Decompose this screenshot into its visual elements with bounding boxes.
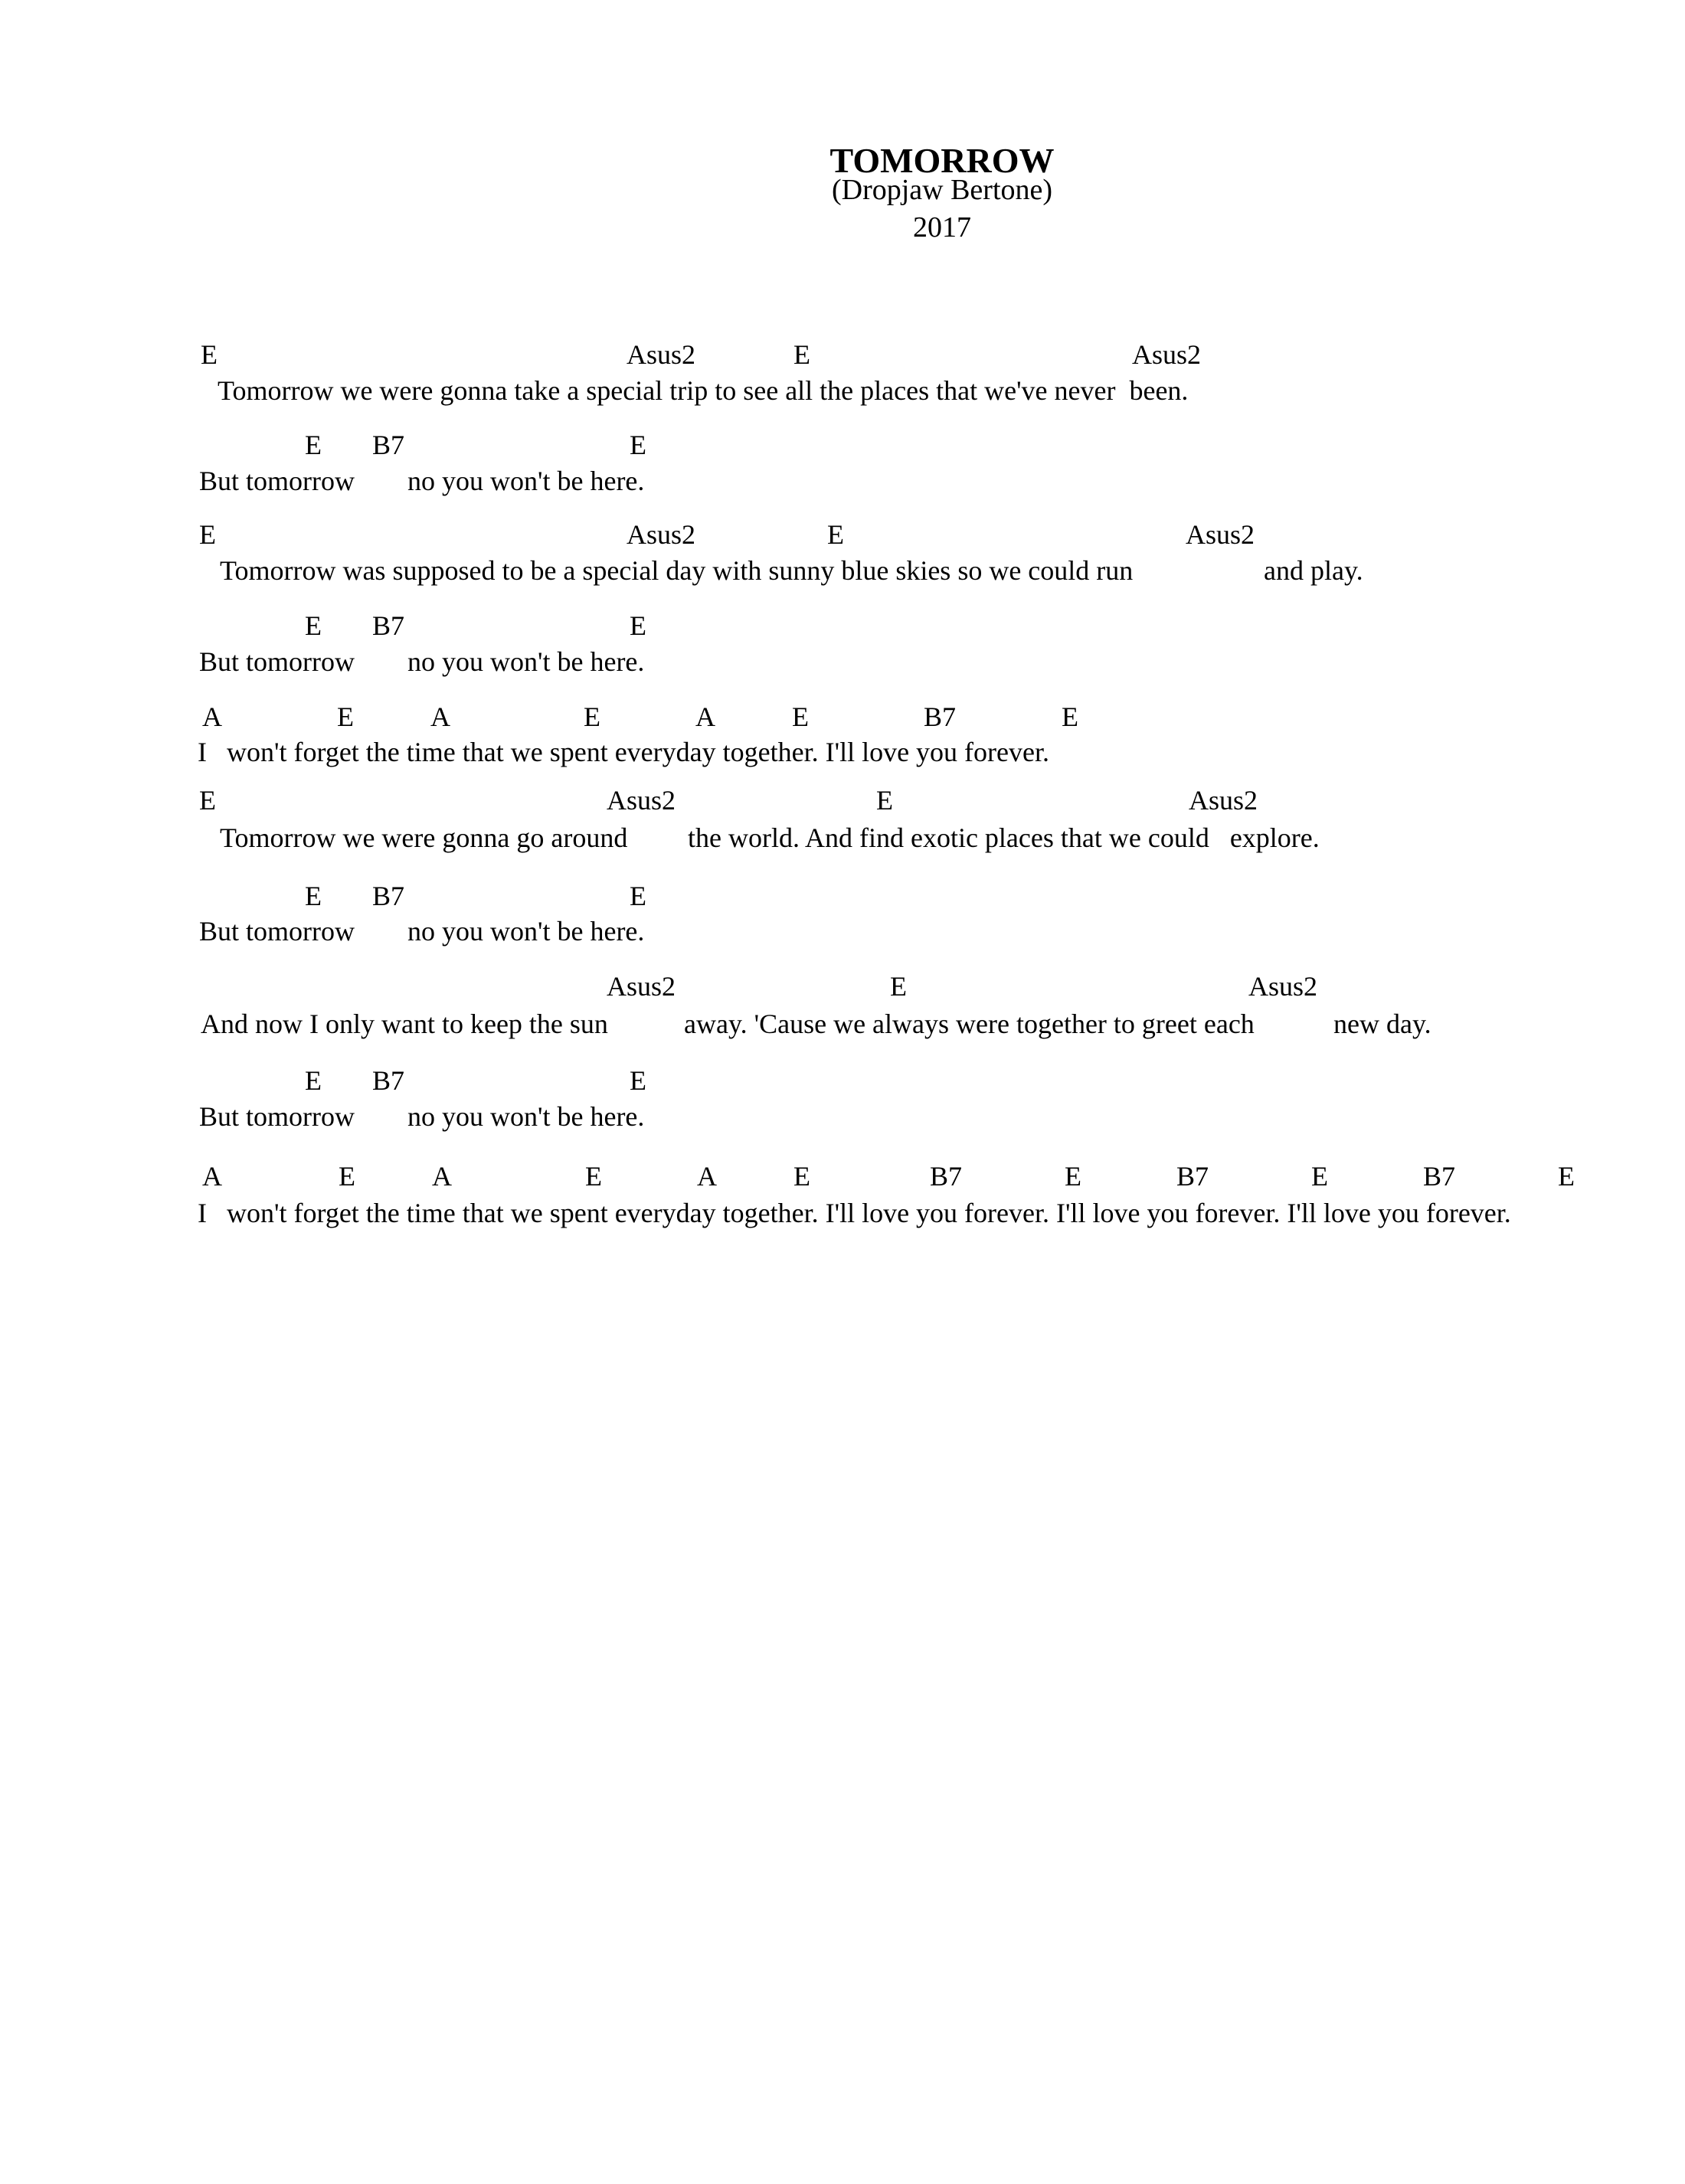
lyric-segment: and play. [1264, 555, 1363, 586]
lyric-segment: Tomorrow we were gonna go around [220, 822, 628, 853]
chord-label: E [305, 430, 322, 460]
chord-label: E [630, 881, 646, 911]
chord-label: A [202, 701, 222, 732]
lyric-segment: won't forget the time that we spent everyday together. I'll love you forever. [227, 737, 1049, 767]
lyric-segment: Tomorrow we were gonna take a special trip to see all the places that we've never been. [218, 375, 1189, 406]
chord-label: E [585, 1161, 602, 1192]
chord-label: E [305, 881, 322, 911]
chord-label: E [876, 785, 893, 816]
lyric-segment: the world. And find exotic places that we could explore. [688, 822, 1320, 853]
chord-label: B7 [1423, 1161, 1456, 1192]
chord-label: E [584, 701, 600, 732]
chord-label: E [199, 519, 216, 550]
chord-label: E [1062, 701, 1078, 732]
chord-label: E [1558, 1161, 1575, 1192]
lyric-segment: I [198, 737, 207, 767]
chord-label: A [430, 701, 450, 732]
chord-label: E [1065, 1161, 1081, 1192]
chord-label: E [793, 1161, 810, 1192]
chord-label: E [827, 519, 844, 550]
chord-label: B7 [372, 881, 405, 911]
song-year: 2017 [913, 211, 971, 244]
chord-label: Asus2 [607, 971, 676, 1002]
lyric-segment: Tomorrow was supposed to be a special day with sunny blue skies so we could run [220, 555, 1134, 586]
chord-label: Asus2 [1132, 339, 1202, 370]
chord-label: Asus2 [607, 785, 676, 816]
lyric-segment: no you won't be here. [407, 916, 645, 947]
lyric-segment: I [198, 1198, 207, 1228]
lyric-segment: no you won't be here. [407, 1101, 645, 1132]
chord-label: E [339, 1161, 355, 1192]
chord-label: E [792, 701, 809, 732]
chord-label: Asus2 [1248, 971, 1318, 1002]
lyric-segment: no you won't be here. [407, 466, 645, 496]
chord-label: A [202, 1161, 222, 1192]
song-artist: (Dropjaw Bertone) [831, 174, 1053, 206]
chord-label: B7 [1176, 1161, 1209, 1192]
lyric-segment: But tomorrow [199, 466, 355, 496]
lyric-segment: And now I only want to keep the sun [201, 1009, 608, 1039]
chord-label: E [793, 339, 810, 370]
chord-label: E [199, 785, 216, 816]
chord-label: E [201, 339, 218, 370]
chord-label: B7 [924, 701, 957, 732]
chord-label: E [630, 610, 646, 641]
chord-label: B7 [372, 1065, 405, 1096]
lyric-segment: won't forget the time that we spent everyday together. I'll love you forever. I'll love you forever. I'll love you forever. [227, 1198, 1511, 1228]
chord-label: E [1311, 1161, 1328, 1192]
chord-label: A [695, 701, 715, 732]
lyric-segment: away. 'Cause we always were together to greet each [684, 1009, 1255, 1039]
chord-label: B7 [372, 430, 405, 460]
chord-label: Asus2 [1189, 785, 1258, 816]
lyric-segment: But tomorrow [199, 916, 355, 947]
lyric-segment: no you won't be here. [407, 646, 645, 677]
chord-label: Asus2 [627, 339, 696, 370]
chord-label: Asus2 [1186, 519, 1255, 550]
chord-label: E [630, 430, 646, 460]
chord-label: E [305, 1065, 322, 1096]
lyric-segment: new day. [1333, 1009, 1431, 1039]
chord-label: Asus2 [627, 519, 696, 550]
chord-label: E [890, 971, 907, 1002]
lyric-segment: But tomorrow [199, 1101, 355, 1132]
chord-label: E [305, 610, 322, 641]
chord-label: B7 [372, 610, 405, 641]
chord-label: A [697, 1161, 717, 1192]
lyric-segment: But tomorrow [199, 646, 355, 677]
chord-label: B7 [930, 1161, 963, 1192]
song-title: TOMORROW [829, 141, 1055, 180]
chord-label: E [337, 701, 354, 732]
chord-label: E [630, 1065, 646, 1096]
chord-label: A [432, 1161, 452, 1192]
